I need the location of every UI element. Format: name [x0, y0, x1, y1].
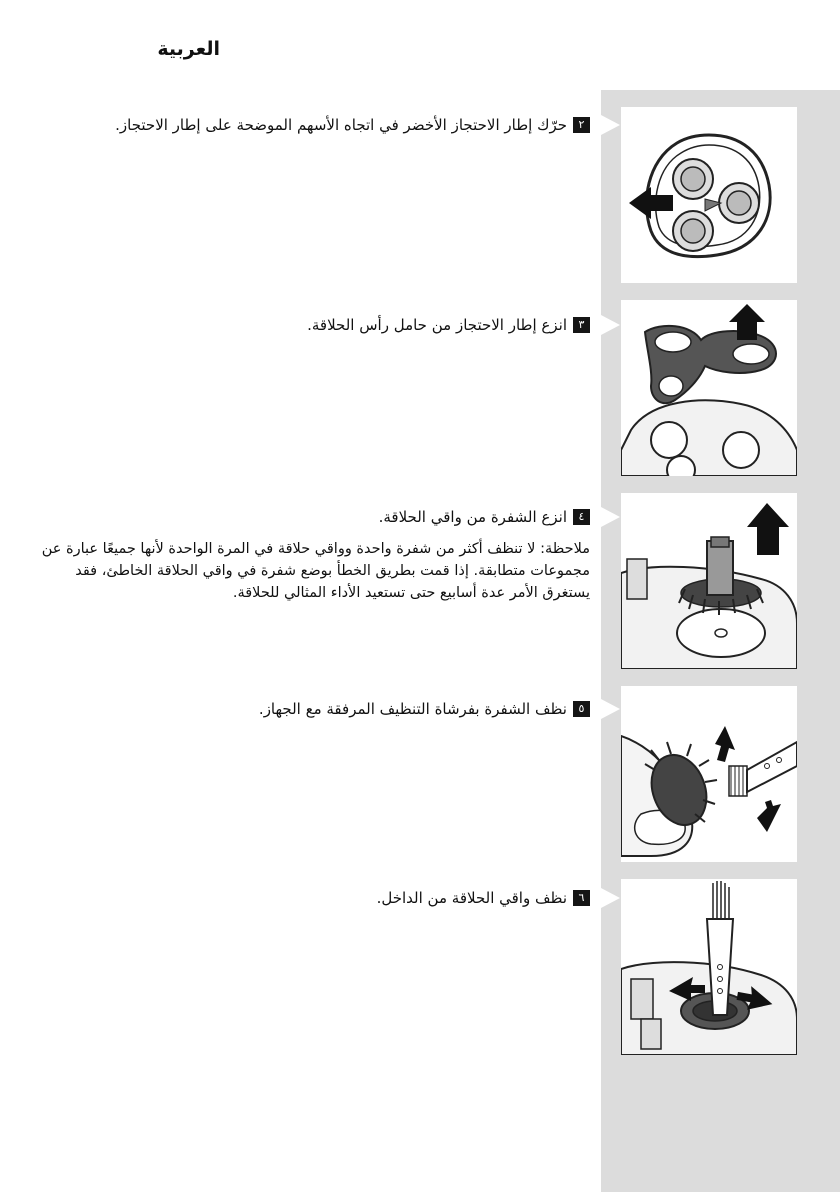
pointer-arrow	[601, 507, 620, 527]
step-number-badge: ٣	[573, 317, 590, 333]
illustration-step-5	[621, 686, 797, 862]
remove-retaining-frame-icon	[621, 300, 797, 476]
step-text: نظف الشفرة بفرشاة التنظيف المرفقة مع الجهاز.	[258, 700, 567, 718]
step-text: انزع إطار الاحتجاز من حامل رأس الحلاقة.	[307, 316, 567, 334]
brush-cutter-icon	[621, 686, 797, 862]
remove-cutter-icon	[621, 493, 797, 669]
step-text: انزع الشفرة من واقي الحلاقة.	[378, 508, 567, 526]
brush-guard-icon	[621, 879, 797, 1055]
step-5-heading	[40, 698, 590, 720]
shaver-head-retaining-frame-icon	[621, 107, 797, 283]
illustration-step-3	[621, 300, 797, 476]
step-3	[40, 314, 590, 336]
pointer-arrow	[601, 315, 620, 335]
step-4-note: ملاحظة: لا تنظف أكثر من شفرة واحدة وواقي حلاقة في المرة الواحدة لأنها جميعًا عبارة عن مجموعات متطابقة. إذا قمت بطريق الخطأ بوضع شفرة في واقي الحلاقة الخاطئ، فقد يستغرق الأمر عدة أسابيع حتى تستعيد الأداء المثالي للحلاقة.	[41, 541, 590, 601]
illustration-step-4	[621, 493, 797, 669]
step-2	[40, 114, 590, 136]
step-number-badge: ٦	[573, 890, 590, 906]
step-number-badge: ٢	[573, 117, 590, 133]
pointer-arrow	[601, 888, 620, 908]
page-title: العربية	[157, 38, 220, 60]
step-number-badge: ٤	[573, 509, 590, 525]
illustration-step-6	[621, 879, 797, 1055]
step-4-heading	[40, 506, 590, 528]
step-6-heading	[40, 887, 590, 909]
step-2-heading	[40, 114, 590, 136]
step-text: حرّك إطار الاحتجاز الأخضر في اتجاه الأسهم الموضحة على إطار الاحتجاز.	[115, 116, 567, 134]
pointer-arrow	[601, 115, 620, 135]
step-6	[40, 887, 590, 909]
step-number-badge: ٥	[573, 701, 590, 717]
step-4	[40, 506, 590, 604]
step-3-heading	[40, 314, 590, 336]
step-text: نظف واقي الحلاقة من الداخل.	[376, 889, 567, 907]
step-5	[40, 698, 590, 720]
pointer-arrow	[601, 699, 620, 719]
illustration-step-2	[621, 107, 797, 283]
